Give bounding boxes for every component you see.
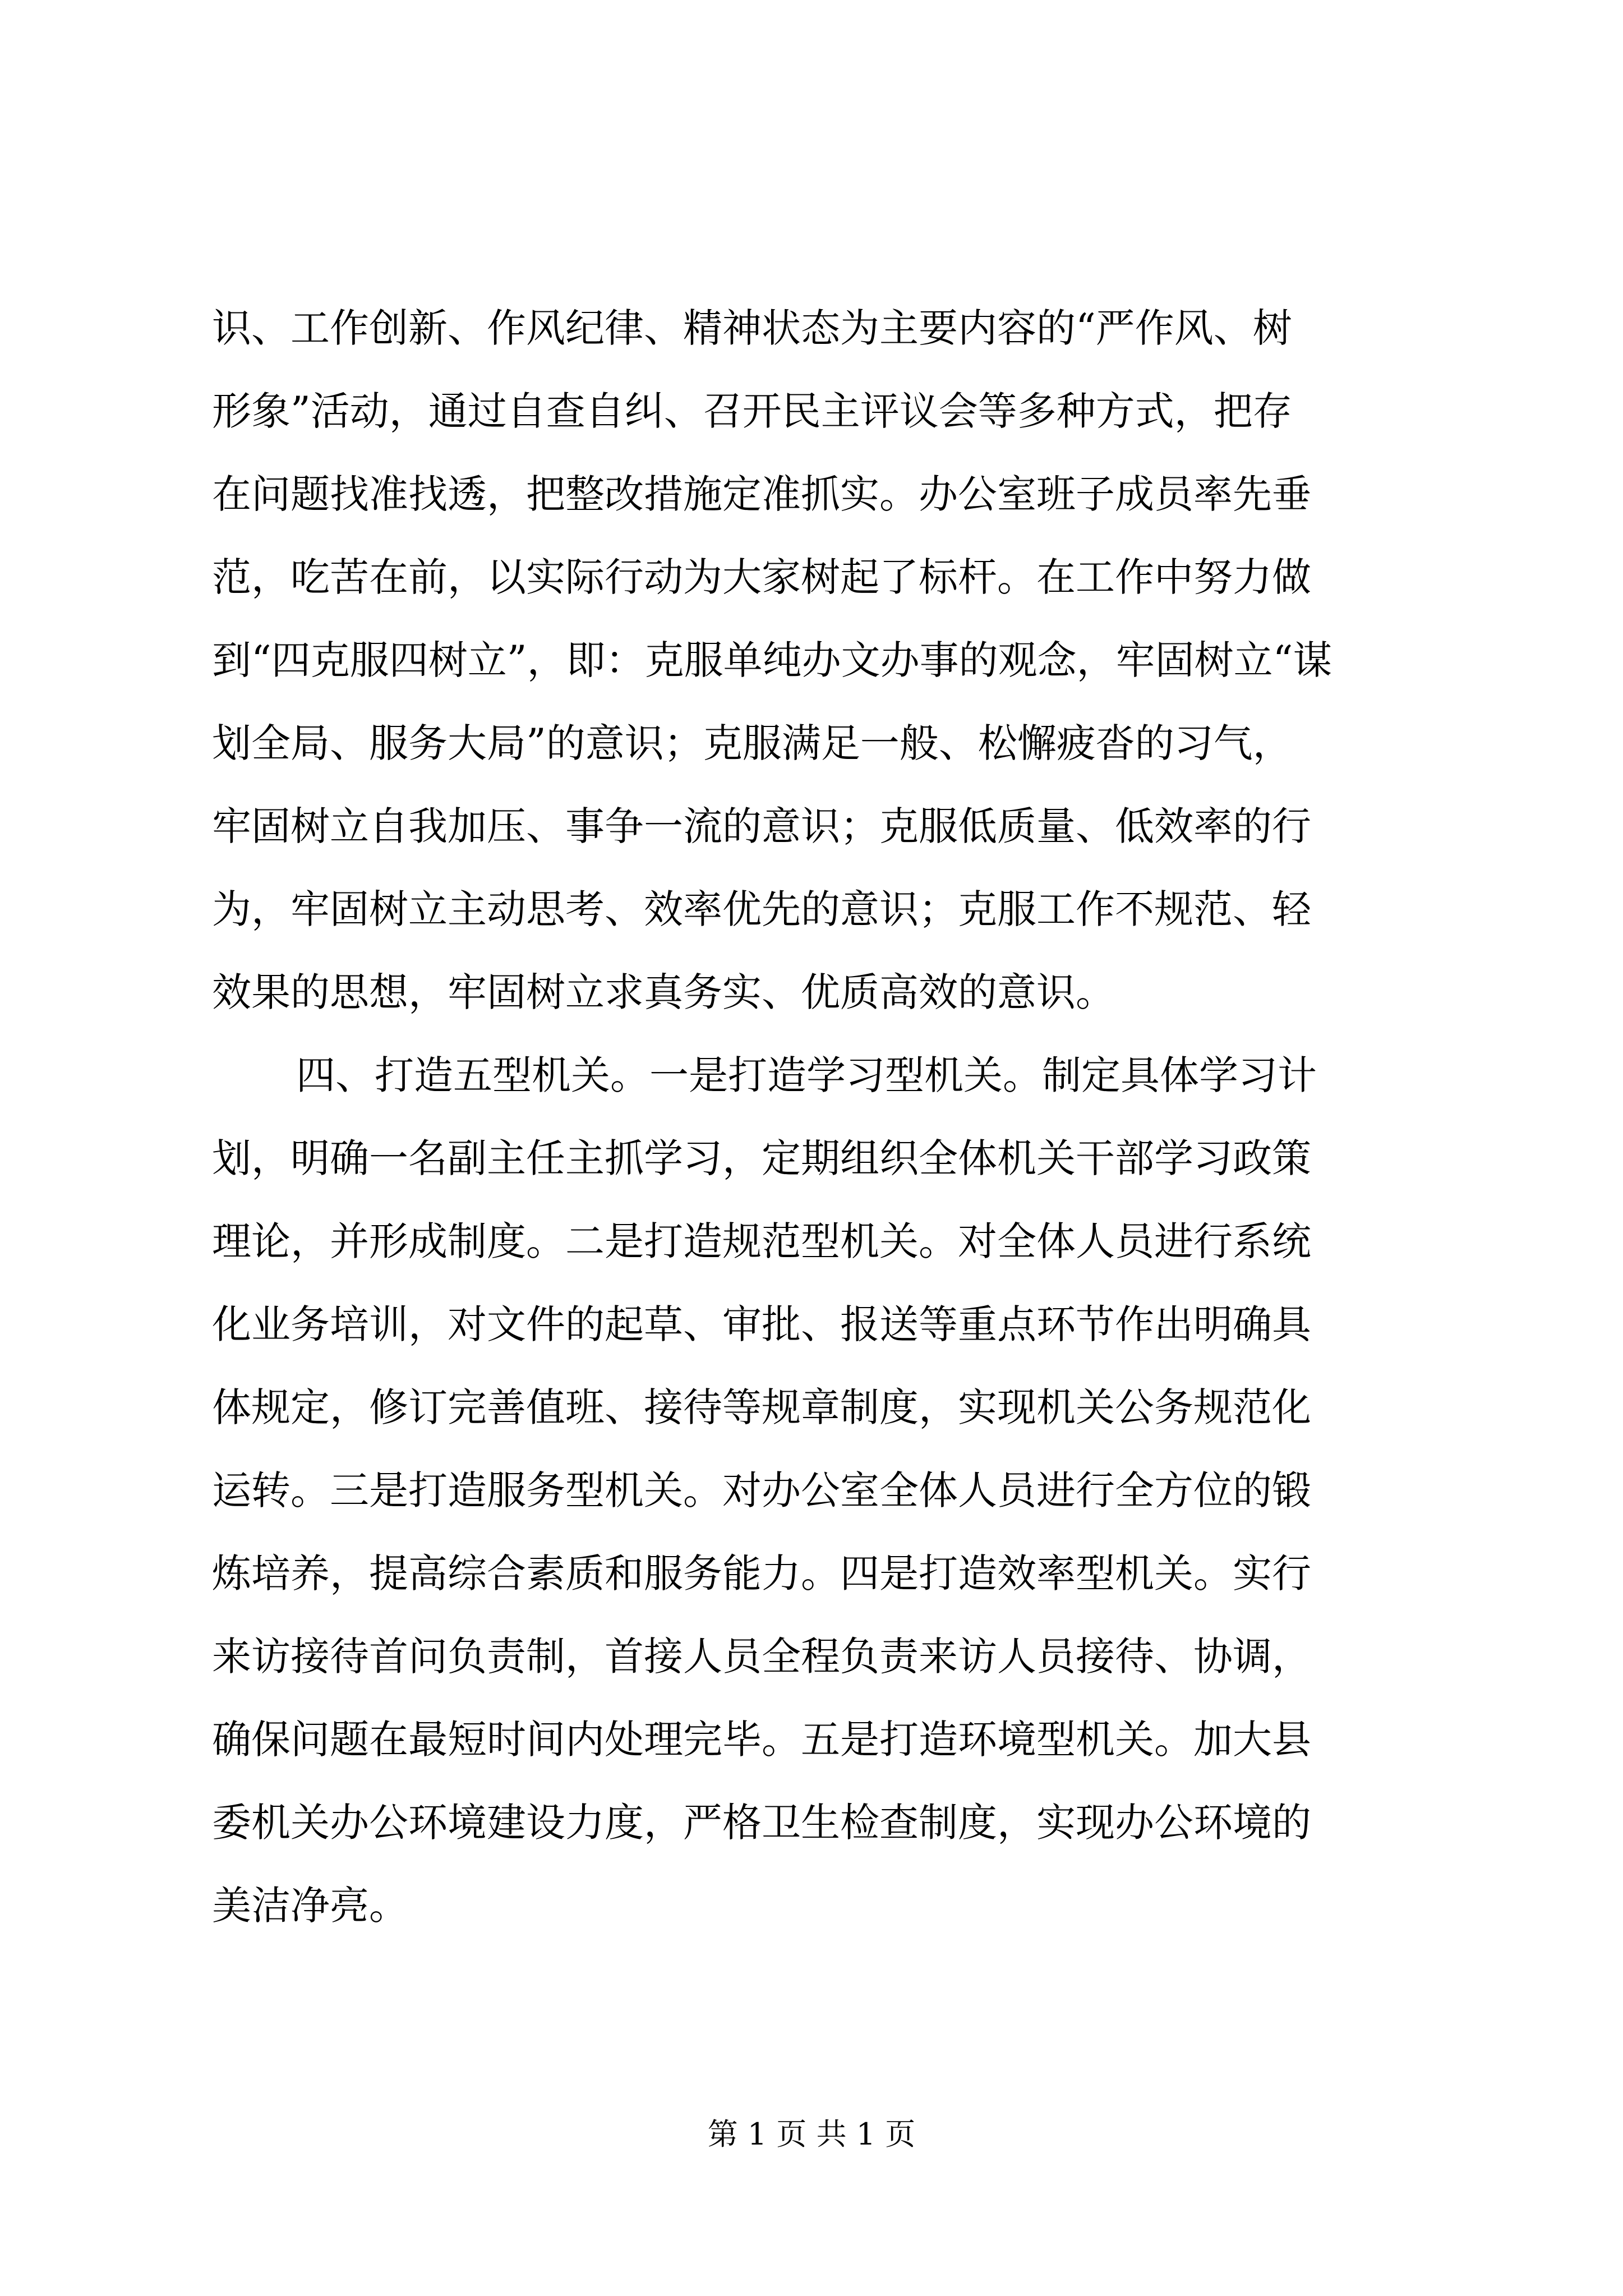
paragraph-line: 牢固树立自我加压、事争一流的意识；克服低质量、低效率的行 xyxy=(212,803,1311,849)
paragraph-line: 范，吃苦在前，以实际行动为大家树起了标杆。在工作中努力做 xyxy=(212,554,1311,600)
paragraph-line: 形象”活动，通过自查自纠、召开民主评议会等多种方式，把存 xyxy=(212,388,1292,434)
paragraph-line: 识、工作创新、作风纪律、精神状态为主要内容的“严作风、树 xyxy=(212,305,1292,351)
page-footer: 第 1 页 共 1 页 xyxy=(707,2116,916,2152)
paragraph-line: 化业务培训，对文件的起草、审批、报送等重点环节作出明确具 xyxy=(212,1301,1311,1347)
paragraph-line: 理论，并形成制度。二是打造规范型机关。对全体人员进行系统 xyxy=(212,1218,1311,1264)
paragraph-line: 美洁净亮。 xyxy=(212,1883,408,1929)
paragraph-line: 体规定，修订完善值班、接待等规章制度，实现机关公务规范化 xyxy=(212,1384,1311,1430)
paragraph-line: 运转。三是打造服务型机关。对办公室全体人员进行全方位的锻 xyxy=(212,1467,1311,1513)
paragraph-line: 划全局、服务大局”的意识；克服满足一般、松懈疲沓的习气， xyxy=(212,720,1292,766)
paragraph-line: 效果的思想，牢固树立求真务实、优质高效的意识。 xyxy=(212,969,1115,1015)
paragraph-line: 在问题找准找透，把整改措施定准抓实。办公室班子成员率先垂 xyxy=(212,471,1311,517)
paragraph-line: 委机关办公环境建设力度，严格卫生检查制度，实现办公环境的 xyxy=(212,1800,1311,1846)
paragraph-line: 四、打造五型机关。一是打造学习型机关。制定具体学习计 xyxy=(296,1052,1317,1098)
paragraph-line: 划，明确一名副主任主抓学习，定期组织全体机关干部学习政策 xyxy=(212,1135,1311,1181)
paragraph-line: 到“四克服四树立”，即：克服单纯办文办事的观念，牢固树立“谋 xyxy=(212,637,1332,683)
paragraph-line: 炼培养，提高综合素质和服务能力。四是打造效率型机关。实行 xyxy=(212,1550,1311,1596)
paragraph-line: 确保问题在最短时间内处理完毕。五是打造环境型机关。加大县 xyxy=(212,1717,1311,1763)
paragraph-line: 来访接待首问负责制，首接人员全程负责来访人员接待、协调， xyxy=(212,1634,1311,1680)
paragraph-line: 为，牢固树立主动思考、效率优先的意识；克服工作不规范、轻 xyxy=(212,886,1311,932)
